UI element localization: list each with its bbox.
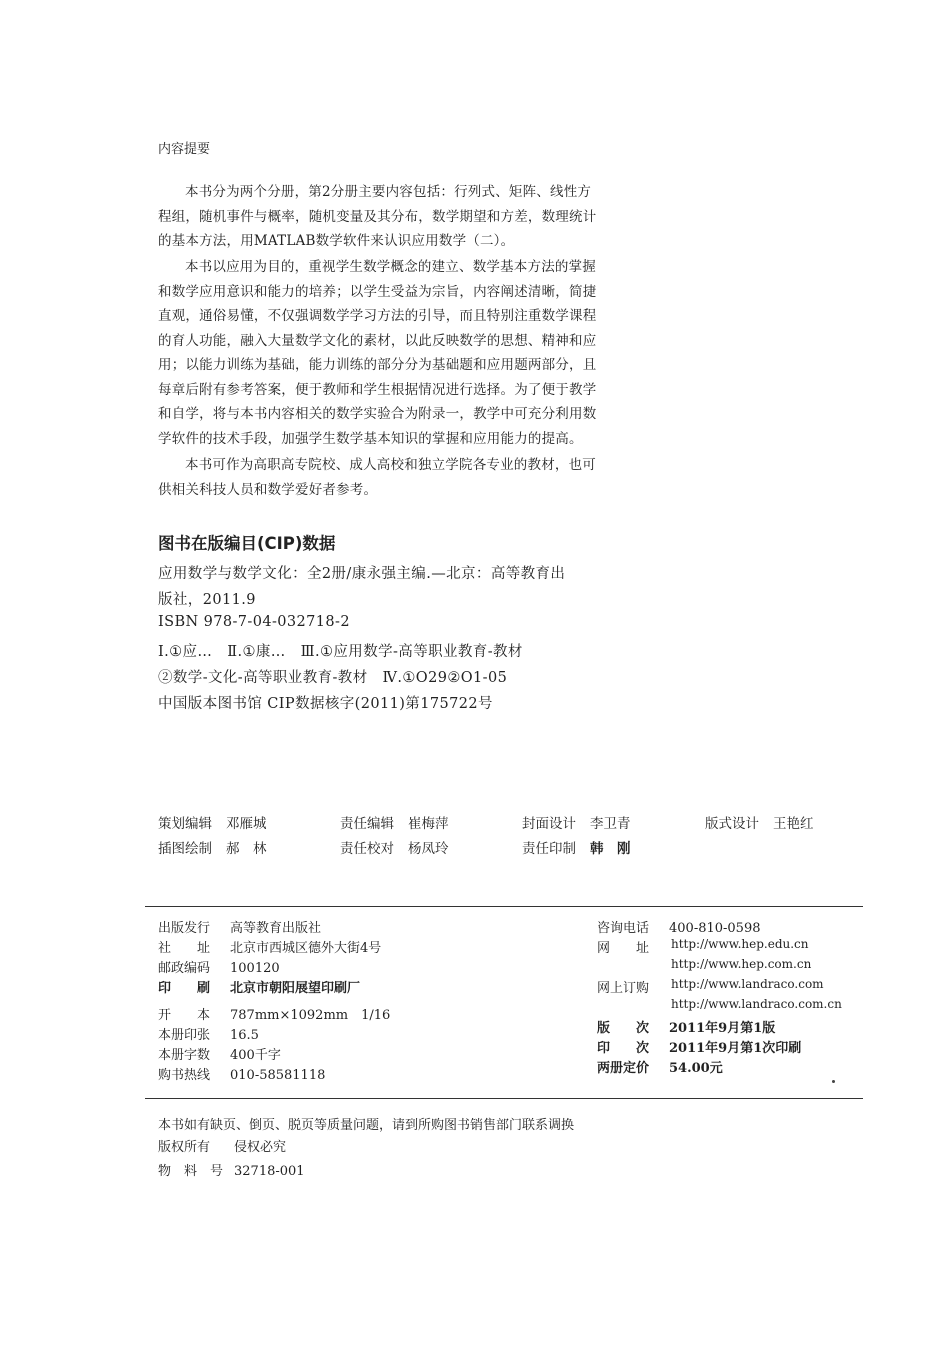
info-label: 购书热线 bbox=[158, 1068, 211, 1083]
credit-value: 李卫青 bbox=[590, 816, 631, 832]
info-consult-phone bbox=[597, 917, 761, 936]
info-sheets bbox=[158, 1024, 259, 1043]
info-value: 2011年9月第1次印刷 bbox=[669, 1041, 802, 1056]
summary-paragraph-3 bbox=[158, 453, 646, 502]
credit-value: 郝 林 bbox=[226, 841, 267, 857]
info-price bbox=[597, 1057, 723, 1076]
info-word-count bbox=[158, 1044, 281, 1063]
info-postcode bbox=[158, 957, 280, 976]
summary-line: 直观，通俗易懂，不仅强调数学学习方法的引导，而且特别注重数学课程 bbox=[158, 308, 597, 324]
cip-line: 应用数学与数学文化：全2册/康永强主编.—北京：高等教育出 bbox=[158, 566, 566, 582]
info-value: 010-58581118 bbox=[230, 1068, 326, 1083]
info-value: 北京市朝阳展望印刷厂 bbox=[230, 981, 361, 996]
credit-value: 崔梅萍 bbox=[408, 816, 449, 832]
item-number-label: 物 料 号 bbox=[158, 1164, 224, 1179]
credit-label: 责任校对 bbox=[340, 841, 394, 857]
summary-line: 本书分为两个分册，第2分册主要内容包括：行列式、矩阵、线性方 bbox=[185, 184, 592, 200]
info-label: 印 次 bbox=[597, 1041, 650, 1056]
info-publisher bbox=[158, 917, 321, 936]
cip-line: 中国版本图书馆 CIP数据核字(2011)第175722号 bbox=[158, 696, 493, 712]
divider-bottom bbox=[145, 1098, 863, 1099]
info-printer bbox=[158, 977, 360, 996]
item-number-line bbox=[158, 1160, 305, 1179]
summary-paragraph-1 bbox=[158, 180, 646, 254]
summary-line: 程组，随机事件与概率，随机变量及其分布，数学期望和方差，数理统计 bbox=[158, 208, 597, 225]
info-value: 北京市西城区德外大街4号 bbox=[230, 941, 382, 956]
info-label: 两册定价 bbox=[597, 1061, 650, 1076]
summary-heading: 内容提要 bbox=[158, 142, 211, 157]
info-label: 社 址 bbox=[158, 941, 211, 956]
copyright-value: 侵权必究 bbox=[234, 1140, 287, 1155]
credit-value: 邓雁城 bbox=[226, 816, 267, 832]
copyright-line bbox=[158, 1136, 286, 1155]
info-value: 400千字 bbox=[230, 1048, 281, 1063]
website-url-2[interactable]: http://www.hep.com.cn bbox=[671, 957, 812, 971]
quality-notice: 本书如有缺页、倒页、脱页等质量问题，请到所购图书销售部门联系调换 bbox=[158, 1118, 575, 1133]
info-online-order-label bbox=[597, 977, 669, 996]
info-address bbox=[158, 937, 381, 956]
info-label: 本册印张 bbox=[158, 1028, 211, 1043]
credit-responsible-editor bbox=[340, 812, 449, 832]
info-value: 2011年9月第1版 bbox=[669, 1021, 776, 1036]
info-printing bbox=[597, 1037, 801, 1056]
credit-planning-editor bbox=[158, 812, 267, 832]
cip-line: 版社，2011.9 bbox=[158, 592, 256, 608]
website-url-1[interactable]: http://www.hep.edu.cn bbox=[671, 937, 809, 951]
credit-label: 版式设计 bbox=[705, 816, 759, 832]
summary-line: 学软件的技术手段，加强学生数学基本知识的掌握和应用能力的提高。 bbox=[158, 430, 583, 447]
info-value: 高等教育出版社 bbox=[230, 921, 322, 936]
summary-line: 用；以能力训练为基础，能力训练的部分分为基础题和应用题两部分，且 bbox=[158, 357, 597, 373]
credit-proofreading bbox=[340, 837, 449, 857]
credit-illustration bbox=[158, 837, 267, 857]
info-label: 网 址 bbox=[597, 941, 650, 956]
summary-line: 的育人功能，融入大量数学文化的素材，以此反映数学的思想、精神和应 bbox=[158, 332, 597, 349]
info-value: 400-810-0598 bbox=[669, 921, 761, 936]
item-number-value: 32718-001 bbox=[234, 1164, 305, 1179]
order-url-1[interactable]: http://www.landraco.com bbox=[671, 977, 824, 991]
summary-line: 本书可作为高职高专院校、成人高校和独立学院各专业的教材，也可 bbox=[185, 457, 596, 473]
info-label: 邮政编码 bbox=[158, 961, 211, 976]
info-website-label bbox=[597, 937, 669, 956]
divider-top bbox=[145, 906, 863, 907]
credit-label: 责任印制 bbox=[522, 841, 576, 857]
info-label: 本册字数 bbox=[158, 1048, 211, 1063]
credit-value: 韩 刚 bbox=[590, 841, 631, 857]
credit-label: 封面设计 bbox=[522, 816, 576, 832]
info-value: 54.00元 bbox=[669, 1061, 723, 1076]
info-label: 印 刷 bbox=[158, 981, 211, 996]
info-label: 开 本 bbox=[158, 1008, 211, 1023]
copyright-label: 版权所有 bbox=[158, 1140, 211, 1155]
info-label: 网上订购 bbox=[597, 981, 650, 996]
credit-layout-design bbox=[705, 812, 814, 832]
cip-line: ISBN 978-7-04-032718-2 bbox=[158, 614, 350, 630]
credit-value: 杨凤玲 bbox=[408, 841, 449, 857]
summary-paragraph-2 bbox=[158, 255, 646, 451]
info-label: 版 次 bbox=[597, 1021, 650, 1036]
credit-label: 策划编辑 bbox=[158, 816, 212, 832]
credit-printing-supervisor bbox=[522, 837, 631, 857]
info-value: 787mm×1092mm 1/16 bbox=[230, 1008, 391, 1023]
cip-title: 图书在版编目(CIP)数据 bbox=[158, 534, 336, 553]
cip-line: ②数学-文化-高等职业教育-教材 Ⅳ.①O29②O1-05 bbox=[158, 670, 508, 686]
summary-line: 的基本方法，用MATLAB数学软件来认识应用数学（二）。 bbox=[158, 233, 515, 249]
summary-line: 本书以应用为目的，重视学生数学概念的建立、数学基本方法的掌握 bbox=[185, 259, 596, 275]
credit-cover-design bbox=[522, 812, 631, 832]
info-hotline bbox=[158, 1064, 325, 1083]
summary-line: 供相关科技人员和数学爱好者参考。 bbox=[158, 481, 378, 498]
info-edition bbox=[597, 1017, 775, 1036]
credit-label: 插图绘制 bbox=[158, 841, 212, 857]
summary-line: 和自学，将与本书内容相关的数学实验合为附录一，教学中可充分利用数 bbox=[158, 406, 597, 422]
ink-speck bbox=[832, 1080, 835, 1083]
info-value: 16.5 bbox=[230, 1028, 259, 1043]
summary-line: 每章后附有参考答案，便于教师和学生根据情况进行选择。为了便于教学 bbox=[158, 381, 597, 398]
info-value: 100120 bbox=[230, 961, 280, 976]
info-format bbox=[158, 1004, 390, 1023]
info-label: 咨询电话 bbox=[597, 921, 650, 936]
summary-line: 和数学应用意识和能力的培养；以学生受益为宗旨，内容阐述清晰，简捷 bbox=[158, 283, 597, 300]
credit-label: 责任编辑 bbox=[340, 816, 394, 832]
info-label: 出版发行 bbox=[158, 921, 211, 936]
cip-line: Ⅰ.①应… Ⅱ.①康… Ⅲ.①应用数学-高等职业教育-教材 bbox=[158, 644, 523, 660]
order-url-2[interactable]: http://www.landraco.com.cn bbox=[671, 997, 842, 1011]
credit-value: 王艳红 bbox=[773, 816, 814, 832]
